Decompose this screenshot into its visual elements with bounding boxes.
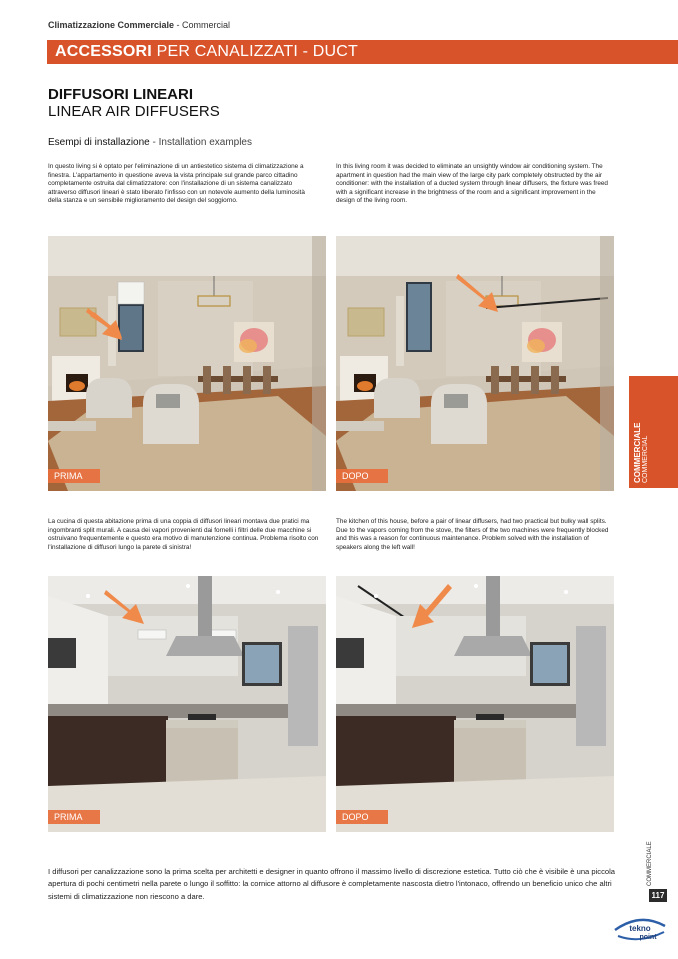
living-before-illustration <box>48 236 326 491</box>
logo-text-line1: tekno <box>629 924 651 933</box>
teknopoint-logo-mark <box>612 914 668 942</box>
logo-text-line2: point <box>639 934 657 941</box>
side-tab-it: COMMERCIALE <box>633 422 642 483</box>
page-title-en: LINEAR AIR DIFFUSERS <box>48 103 220 120</box>
header-category <box>48 20 230 30</box>
kitchen-before-label: PRIMA <box>48 810 100 824</box>
section-banner <box>47 40 678 64</box>
footer-category-text: COMMERCIALE <box>647 841 653 886</box>
header-category-bold: Climatizzazione Commerciale <box>48 20 175 30</box>
kitchen-after-label: DOPO <box>336 810 388 824</box>
living-after-label: DOPO <box>336 469 388 483</box>
teknopoint-logo <box>612 914 668 942</box>
side-tab-commercial <box>629 376 678 488</box>
footer-paragraph: I diffusori per canalizzazione sono la prima scelta per architetti e designer in quanto offrono il massimo livello di discrezione estetica. Tutto ciò che è visibile è una piccola apertura di pochi centimetri nella parete o lungo il soffitto: la cornice attorno al diffusore è completamente nascosta dietro l'intonaco, offrendo un beneficio unico che altri sistemi di climatizzazione non riescono a dare. <box>48 867 616 901</box>
subtitle-it: Esempi di installazione <box>48 137 150 148</box>
living-text-en: In this living room it was decided to eliminate an unsightly window air conditioning system. The apartment in question had the main view of the large city park completely obstructed by the air conditioner: with the installation of a ducted system through linear diffusers, the fixture was freed with a significant increase in the brightness of the room and a significant improvement in the design of the living room. <box>336 163 608 205</box>
kitchen-after-photo <box>336 576 614 832</box>
banner-title <box>55 43 358 61</box>
subtitle-en: - Installation examples <box>149 137 252 148</box>
banner-title-rest: PER CANALIZZATI - DUCT <box>151 43 359 60</box>
side-tab-text <box>633 423 650 483</box>
living-after-illustration <box>336 236 614 491</box>
page-number: 117 <box>649 889 667 902</box>
kitchen-text-it: La cucina di questa abitazione prima di una coppia di diffusori lineari montava due pratici ma ingombranti split murali. A causa dei vapori provenienti dai fornelli i filtri delle due macchine si ostruivano frequentemente e questo era motivo di manutenzione continua. Problema risolto con l'installazione di diffusori lungo la parete di sinistra! <box>48 518 319 551</box>
side-tab-en: COMMERCIAL <box>642 435 649 483</box>
header-category-rest: - Commercial <box>174 20 231 30</box>
living-text-it: In questo living si è optato per l'eliminazione di un antiestetico sistema di climatizzazione a finestra. L'appartamento in questione aveva la vista principale sul grande parco cittadino completamente ostruita dal climatizzatore: con l'installazione di un sistema canalizzato attraverso diffusori lineari è stato liberato l'infisso con un notevole aumento della luminosità della stanza e un sensibile miglioramento del design del soggiorno. <box>48 163 305 205</box>
kitchen-after-illustration <box>336 576 614 832</box>
living-before-label: PRIMA <box>48 469 100 483</box>
kitchen-before-photo <box>48 576 326 832</box>
subtitle <box>48 137 252 148</box>
footer-category <box>647 840 661 888</box>
kitchen-text-en: The kitchen of this house, before a pair of linear diffusers, had two practical but bulky wall splits. Due to the vapors coming from the stove, the filters of the two machines were frequently blocked and this was a reason for continuous maintenance. Problem solved with the installation of speakers along the left wall! <box>336 518 609 551</box>
kitchen-before-illustration <box>48 576 326 832</box>
living-before-photo <box>48 236 326 491</box>
banner-title-bold: ACCESSORI <box>55 43 152 60</box>
page-title-it: DIFFUSORI LINEARI <box>48 86 193 103</box>
living-after-photo <box>336 236 614 491</box>
